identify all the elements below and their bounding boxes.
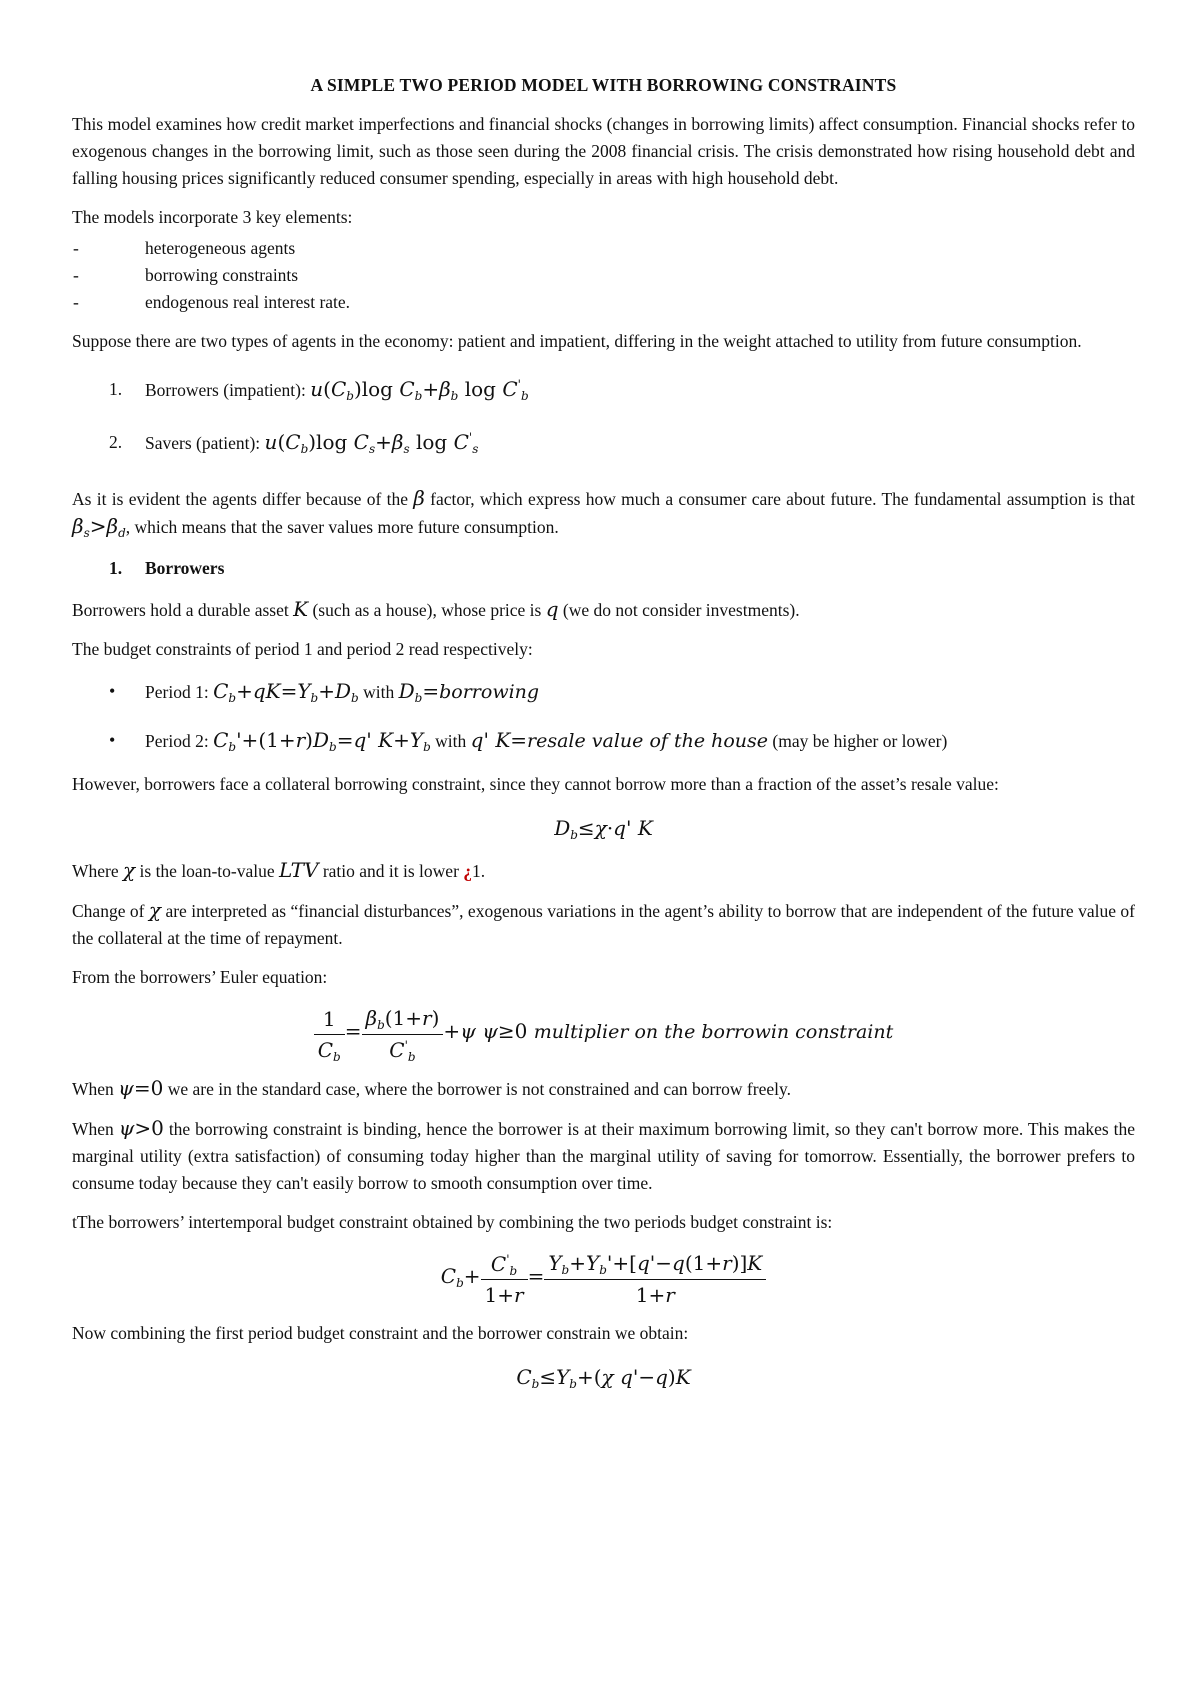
change-paragraph: Change of χ are interpreted as “financial disturbances”, exogenous variations in the agent’s ability to borrow that are independent of the future value of the collateral at the time of repayment.: [72, 898, 1135, 948]
intro-paragraph: This model examines how credit market imperfections and financial shocks (changes in borrowing limits) affect consumption. Financial shocks refer to exogenous changes in the borrowing limit, such as those seen during the 2008 financial crisis. The crisis demonstrated how rising household debt and falling housing prices significantly reduced consumer spending, especially in areas with high household debt.: [72, 114, 1135, 188]
list-item: 2. Savers (patient): $u(C_b)\log$ $C_s+\beta_s$ $\log C'_s$: [72, 420, 1135, 473]
euler-intro: From the borrowers’ Euler equation:: [72, 967, 328, 987]
agent-label: Borrowers (impatient):: [145, 380, 311, 400]
agents-list: [72, 367, 1135, 473]
document-title: A SIMPLE TWO PERIOD MODEL WITH BORROWING CONSTRAINTS: [310, 75, 897, 95]
beta-paragraph: As it is evident the agents differ because of the β factor, which express how much a consumer care about future. The fundamental assumption is that $\beta_s>\beta_d$, which means that the saver values more future consumption.: [72, 486, 1135, 540]
list-item: • Period 2: $C_b'+(1+r)D_b=q'$ $K+Y_b$ with q' K=resale value of the house (may be higher or lower): [72, 716, 1135, 765]
budget-intro: The budget constraints of period 1 and period 2 read respectively:: [72, 639, 533, 659]
collateral-constraint-equation: $D_b\le\chi\cdot q'$ K: [554, 816, 653, 842]
glyph-marker: ¿: [463, 861, 473, 881]
collateral-paragraph: However, borrowers face a collateral borrowing constraint, since they cannot borrow more than a fraction of the asset’s resale value:: [72, 774, 999, 794]
intertemporal-intro: tThe borrowers’ intertemporal budget constraint obtained by combining the two periods budget constraint is:: [72, 1212, 833, 1232]
borrower-utility-equation: u: [310, 377, 324, 401]
list-item: • Period 1: $C_b+qK=Y_b+D_b$ with $D_b=borrowing$: [72, 667, 1135, 716]
psi-positive-paragraph: When ψ>0 the borrowing constraint is binding, hence the borrower is at their maximum borrowing limit, so they can't borrow more. This makes the marginal utility (extra satisfaction) of consuming today higher than the marginal utility of saving for tomorrow. Essentially, the borrower prefers to consume today because they can't easily borrow to smooth consumption over time.: [72, 1116, 1135, 1193]
list-item: - endogenous real interest rate.: [72, 289, 1135, 316]
elements-intro: The models incorporate 3 key elements:: [72, 207, 353, 227]
ltv-paragraph: Where χ is the loan-to-value LTV ratio and it is lower ¿1.: [72, 858, 486, 882]
saver-utility-equation: u: [264, 430, 278, 454]
psi-zero-paragraph: When ψ=0 we are in the standard case, where the borrower is not constrained and can borrow freely.: [72, 1076, 791, 1100]
combined-constraint-equation: $C_b\le Y_b+(\chi$ q'−q)K: [516, 1365, 691, 1391]
list-item: 1. Borrowers (impatient): $u(C_b)\log$ $C_b+\beta_b$ $\log C'_b$: [72, 367, 1135, 420]
agents-intro: Suppose there are two types of agents in the economy: patient and impatient, differing in the weight attached to utility from future consumption.: [72, 331, 1082, 351]
list-number: 1.: [109, 379, 123, 399]
key-elements-list: [72, 235, 1135, 316]
agent-label: Savers (patient):: [145, 433, 265, 453]
section-heading-borrowers: 1. Borrowers: [109, 558, 225, 578]
period-constraints-list: [72, 667, 1135, 765]
list-item: - heterogeneous agents: [72, 235, 1135, 262]
euler-label: multiplier on the borrowin constraint: [533, 1021, 894, 1044]
durable-asset-paragraph: Borrowers hold a durable asset K (such as a house), whose price is q (we do not consider investments).: [72, 597, 800, 621]
document-page: [72, 60, 1135, 1406]
intertemporal-budget-equation: $C_b+$ $\frac{C'_b}{1+r}$ = $\frac{Y_b+Y_b'+[q'-q(1+r)]K}{1+r}$: [72, 1248, 1135, 1310]
euler-equation: $\frac{1}{C_b}$ = $\frac{\beta_b(1+r)}{C'_b}$ +ψ ψ≥0 multiplier on the borrowin constraint: [72, 1003, 1135, 1065]
list-number: 2.: [109, 432, 123, 452]
list-item: - borrowing constraints: [72, 262, 1135, 289]
combine-intro: Now combining the first period budget constraint and the borrower constrain we obtain:: [72, 1323, 689, 1343]
